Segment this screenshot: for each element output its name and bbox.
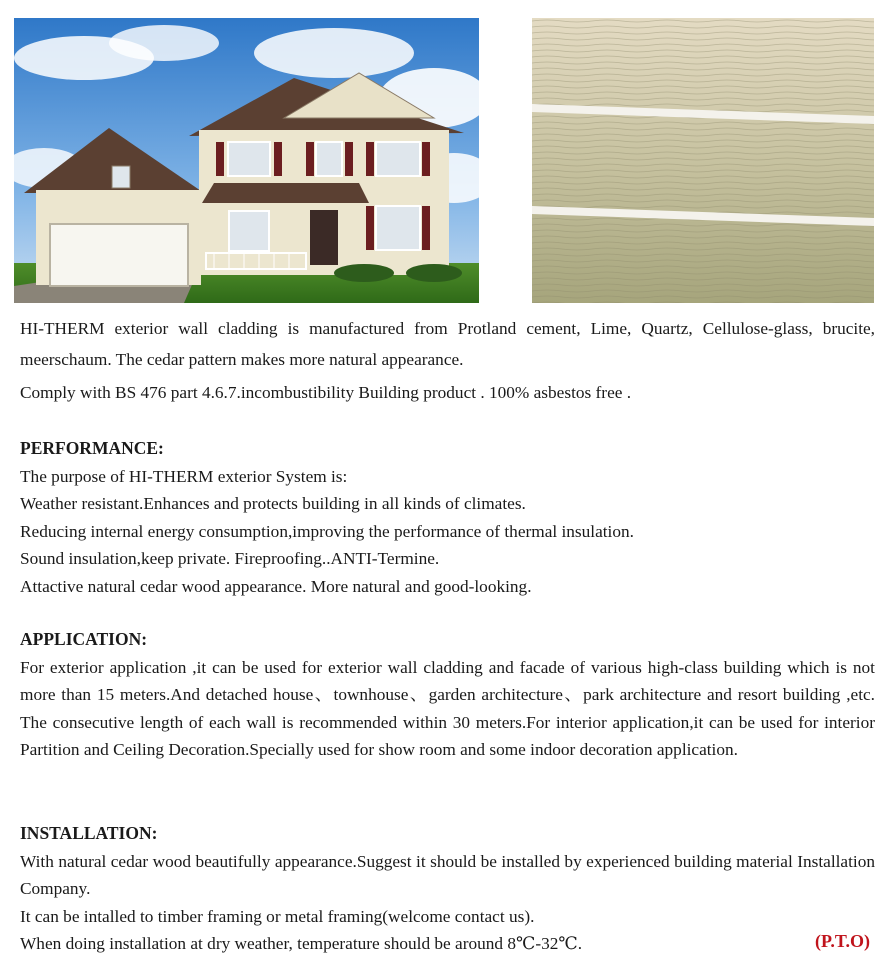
performance-line: Sound insulation,keep private. Fireproofing..ANTI-Termine. (20, 549, 440, 568)
house-photo (14, 18, 479, 303)
installation-line: When doing installation at dry weather, temperature should be around 8℃-32℃. (20, 934, 583, 953)
application-section (20, 626, 875, 764)
intro-description: HI-THERM exterior wall cladding is manufactured from Protland cement, Lime, Quartz, Cellulose-glass, brucite, meerschaum. The cedar pattern makes more natural appearance. (20, 319, 875, 369)
installation-section (20, 820, 875, 958)
performance-line: Reducing internal energy consumption,improving the performance of thermal insulation. (20, 521, 634, 541)
performance-line: The purpose of HI-THERM exterior System is: (20, 466, 348, 486)
performance-section (20, 435, 875, 600)
intro-section (20, 313, 875, 407)
pto-label: (P.T.O) (814, 931, 870, 951)
intro-compliance: Comply with BS 476 part 4.6.7.incombustibility Building product . 100% asbestos free . (20, 383, 632, 402)
cedar-texture-photo (532, 18, 874, 303)
installation-line: With natural cedar wood beautifully appearance.Suggest it should be installed by experienced building material Installation Company. (20, 851, 875, 898)
installation-line: It can be intalled to timber framing or metal framing(welcome contact us). (20, 906, 535, 926)
application-body: For exterior application ,it can be used for exterior wall cladding and facade of various high-class building which is not more than 15 meters.And detached house、townhouse、garden architecture、park architecture and resort building ,etc. The consecutive length of each wall is recommended within 30 meters.For interior application,it can be used for interior Partition and Ceiling Decoration.Specially used for show room and some indoor decoration application. (20, 657, 875, 759)
performance-line: Attactive natural cedar wood appearance. More natural and good-looking. (20, 576, 532, 596)
installation-heading: INSTALLATION: (20, 823, 158, 843)
performance-line: Weather resistant.Enhances and protects building in all kinds of climates. (20, 494, 526, 513)
performance-heading: PERFORMANCE: (20, 438, 164, 458)
application-heading: APPLICATION: (20, 629, 148, 649)
